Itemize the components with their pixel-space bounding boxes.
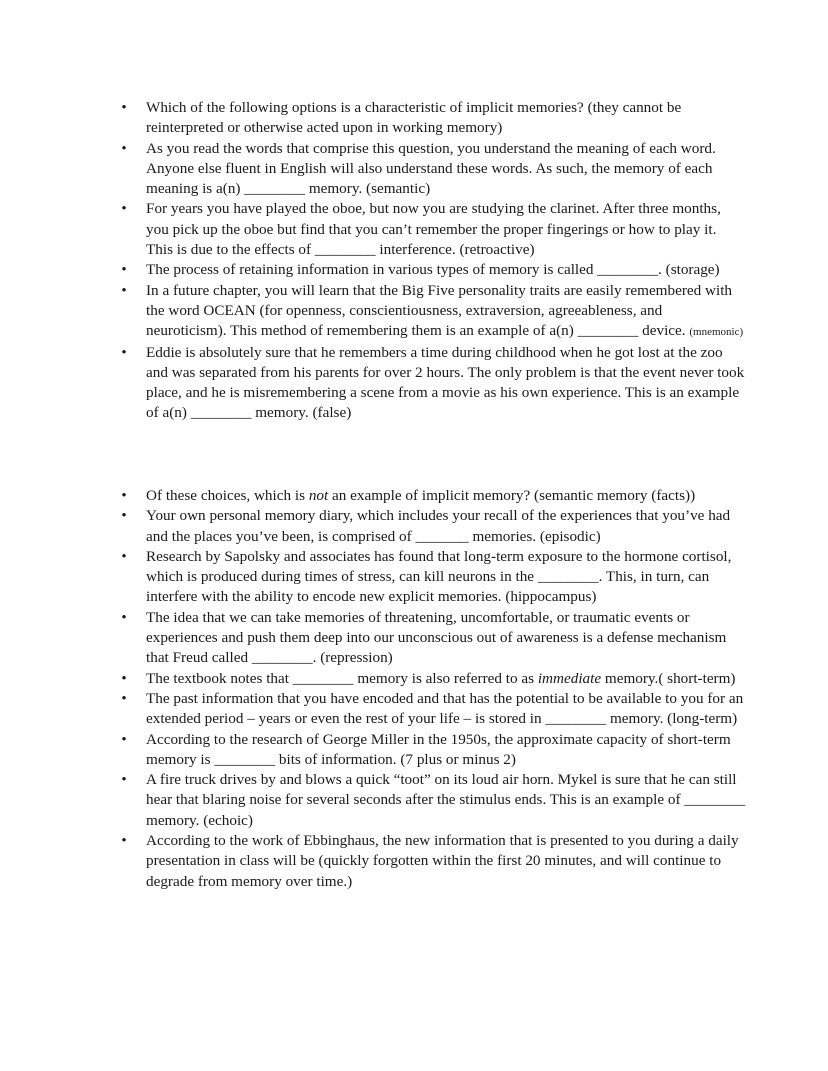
- bullet-icon: •: [121, 772, 127, 789]
- list-item: [121, 506, 746, 547]
- question-text: The process of retaining information in various types of memory is called ________. (storage): [146, 261, 720, 279]
- list-item: [121, 199, 746, 260]
- list-item: [121, 770, 746, 831]
- bullet-icon: •: [121, 670, 127, 687]
- question-text: According to the research of George Miller in the 1950s, the approximate capacity of short-term memory is ________ bits of information. (7 plus or minus 2): [146, 730, 731, 768]
- question-text-after: an example of implicit memory? (semantic memory (facts)): [328, 487, 696, 504]
- list-item: [121, 486, 746, 506]
- list-item: [121, 689, 746, 730]
- bullet-icon: •: [121, 609, 127, 626]
- question-text: In a future chapter, you will learn that the Big Five personality traits are easily remembered with the word OCEAN (for openness, conscientiousness, extraversion, agreeableness, and neuroticism). This method of remembering them is an example of a(n) ________ device.: [146, 281, 733, 340]
- list-item: [121, 98, 746, 139]
- answer-small-text: (mnemonic): [689, 326, 744, 339]
- question-text-after: memory.( short-term): [601, 669, 736, 687]
- question-text: The idea that we can take memories of threatening, uncomfortable, or traumatic events or experiences and push them deep into our unconscious out of awareness is a defense mechanism that Freud called ________. (repression): [146, 608, 727, 667]
- list-item: [121, 139, 746, 200]
- question-text: As you read the words that comprise this question, you understand the meaning of each word. Anyone else fluent in English will also understand these words. As such, the memory of each meaning is a(n) ________ memory. (semantic): [146, 139, 716, 198]
- bullet-icon: •: [121, 262, 127, 279]
- question-text: According to the work of Ebbinghaus, the new information that is presented to you during a daily presentation in class will be (quickly forgotten within the first 20 minutes, and will continue to degrade from memory over time.): [146, 832, 739, 890]
- question-text: A fire truck drives by and blows a quick “toot” on its loud air horn. Mykel is sure that he can still hear that blaring noise for several seconds after the stimulus ends. This is an example of ________ memory. (echoic): [146, 771, 746, 829]
- question-text-italic: immediate: [537, 669, 602, 687]
- bullet-icon: •: [121, 201, 127, 218]
- question-text: The past information that you have encoded and that has the potential to be available to you for an extended period – years or even the rest of your life – is stored in ________ memory. (long-term): [146, 689, 744, 728]
- question-text: Which of the following options is a characteristic of implicit memories? (they cannot be reinterpreted or otherwise acted upon in working memory): [146, 99, 682, 137]
- bullet-icon: •: [121, 100, 127, 116]
- list-item: [121, 730, 746, 771]
- question-text: Your own personal memory diary, which includes your recall of the experiences that you’ve had and the places you’ve been, is comprised of _______ memories. (episodic): [146, 507, 731, 545]
- list-item: [121, 343, 746, 424]
- list-item: [121, 669, 746, 689]
- list-item: [121, 831, 746, 892]
- list-item: [121, 608, 746, 669]
- bullet-icon: •: [121, 833, 127, 850]
- list-item: [121, 547, 746, 608]
- list-item: [121, 260, 746, 280]
- bullet-icon: •: [121, 690, 127, 707]
- list-item: [121, 281, 746, 343]
- question-text-before: Of these choices, which is: [146, 487, 309, 504]
- bullet-icon: •: [121, 282, 127, 299]
- question-text: For years you have played the oboe, but now you are studying the clarinet. After three months, you pick up the oboe but find that you can’t remember the proper fingerings or how to play it. This is due to the effects of ________ interference. (retroactive): [146, 200, 721, 259]
- bullet-icon: •: [121, 488, 127, 504]
- bullet-icon: •: [121, 731, 127, 748]
- question-text: Eddie is absolutely sure that he remembers a time during childhood when he got lost at the zoo and was separated from his parents for over 2 hours. The only problem is that the event never took place, and he is misremembering a scene from a movie as his own experience. This is an example of a(n) ________ memory. (false): [146, 343, 745, 422]
- question-text-italic: not: [308, 487, 329, 504]
- bullet-icon: •: [121, 140, 127, 157]
- question-text: Research by Sapolsky and associates has found that long-term exposure to the hormone cortisol, which is produced during times of stress, can kill neurons in the ________. This, in turn, can interfere with the ability to encode new explicit memories. (hippocampus): [146, 547, 732, 606]
- bullet-icon: •: [121, 508, 127, 525]
- question-list-group-1: [121, 98, 746, 424]
- bullet-icon: •: [121, 548, 127, 565]
- bullet-icon: •: [121, 344, 127, 361]
- question-text-before: The textbook notes that ________ memory is also referred to as: [146, 669, 538, 687]
- question-list-group-2: [121, 486, 746, 892]
